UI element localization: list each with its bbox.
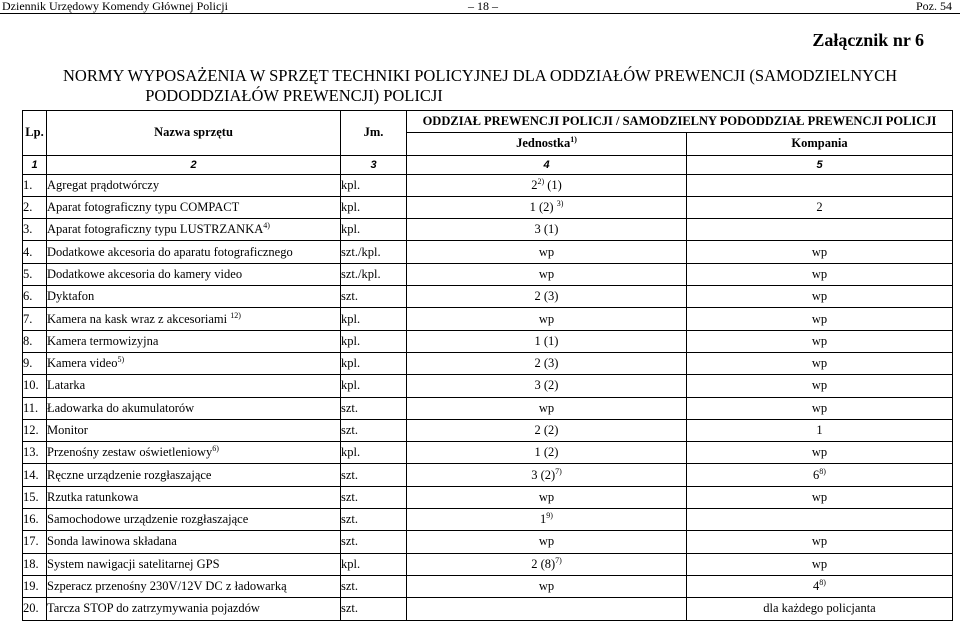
unit-of-measure: kpl. [341, 308, 407, 330]
jednostka-value: 1 (2) [407, 442, 687, 464]
kompania-value [687, 174, 953, 196]
unit-of-measure: kpl. [341, 375, 407, 397]
table-row [23, 352, 953, 374]
table-row [23, 553, 953, 575]
equipment-name: Ładowarka do akumulatorów [47, 397, 341, 419]
kompania-value: wp [687, 352, 953, 374]
row-number: 14. [23, 464, 47, 486]
table-row [23, 263, 953, 285]
row-number: 10. [23, 375, 47, 397]
equipment-name: Szperacz przenośny 230V/12V DC z ładowarką [47, 575, 341, 597]
jednostka-value: wp [407, 486, 687, 508]
table-row [23, 241, 953, 263]
equipment-name: Dodatkowe akcesoria do aparatu fotograficznego [47, 241, 341, 263]
equipment-name: Przenośny zestaw oświetleniowy$^{6)}$ [47, 442, 341, 464]
table-row [23, 196, 953, 218]
jednostka-value: 2 (3) [407, 352, 687, 374]
table-row [23, 509, 953, 531]
kompania-value: dla każdego policjanta [687, 598, 953, 620]
table-row [23, 308, 953, 330]
kompania-value: 2 [687, 196, 953, 218]
row-number: 4. [23, 241, 47, 263]
equipment-name: Tarcza STOP do zatrzymywania pojazdów [47, 598, 341, 620]
column-number: 2 [47, 155, 341, 174]
jednostka-value: 3 $(2)^{7)}$ [407, 464, 687, 486]
unit-of-measure: kpl. [341, 219, 407, 241]
equipment-name: Latarka [47, 375, 341, 397]
equipment-name: Monitor [47, 419, 341, 441]
kompania-value: 1 [687, 419, 953, 441]
column-number-row [23, 155, 953, 174]
column-header-unit: Jm. [341, 111, 407, 156]
kompania-value: wp [687, 531, 953, 553]
equipment-norms-table [22, 110, 953, 621]
unit-of-measure: kpl. [341, 442, 407, 464]
kompania-value: wp [687, 286, 953, 308]
row-number: 6. [23, 286, 47, 308]
jednostka-value: 2 $(8)^{7)}$ [407, 553, 687, 575]
document-title-line-1: NORMY WYPOSAŻENIA W SPRZĘT TECHNIKI POLICYJNEJ DLA ODDZIAŁÓW PREWENCJI (SAMODZIELNYCH [62, 66, 897, 85]
table-row [23, 330, 953, 352]
kompania-value: wp [687, 241, 953, 263]
jednostka-value: 2 (3) [407, 286, 687, 308]
kompania-value: 6$^{8)}$ [687, 464, 953, 486]
jednostka-value: 1 (1) [407, 330, 687, 352]
row-number: 5. [23, 263, 47, 285]
table-row [23, 419, 953, 441]
row-number: 2. [23, 196, 47, 218]
table-row [23, 598, 953, 620]
equipment-name: Rzutka ratunkowa [47, 486, 341, 508]
equipment-name: Aparat fotograficzny typu LUSTRZANKA$^{4)}$ [47, 219, 341, 241]
table-row [23, 397, 953, 419]
jednostka-value: wp [407, 241, 687, 263]
unit-of-measure: szt. [341, 598, 407, 620]
equipment-name: Kamera termowizyjna [47, 330, 341, 352]
unit-of-measure: szt. [341, 419, 407, 441]
jednostka-value: wp [407, 308, 687, 330]
row-number: 13. [23, 442, 47, 464]
unit-of-measure: kpl. [341, 553, 407, 575]
kompania-value [687, 509, 953, 531]
row-number: 18. [23, 553, 47, 575]
page-number: – 18 – [468, 0, 498, 13]
table-row [23, 375, 953, 397]
row-number: 17. [23, 531, 47, 553]
table-row [23, 442, 953, 464]
column-number: 4 [407, 155, 687, 174]
kompania-value: wp [687, 486, 953, 508]
column-header-name: Nazwa sprzętu [47, 111, 341, 156]
row-number: 3. [23, 219, 47, 241]
jednostka-value [407, 598, 687, 620]
kompania-value: 4$^{8)}$ [687, 575, 953, 597]
table-row [23, 464, 953, 486]
table-row [23, 286, 953, 308]
jednostka-value: 3 (2) [407, 375, 687, 397]
unit-of-measure: szt./kpl. [341, 241, 407, 263]
unit-of-measure: szt. [341, 531, 407, 553]
unit-of-measure: kpl. [341, 174, 407, 196]
journal-name: Dziennik Urzędowy Komendy Głównej Policji [2, 0, 228, 13]
unit-of-measure: szt. [341, 286, 407, 308]
jednostka-value: 1 (2) $^{3)}$ [407, 196, 687, 218]
kompania-value: wp [687, 263, 953, 285]
row-number: 20. [23, 598, 47, 620]
column-number: 5 [687, 155, 953, 174]
kompania-value: wp [687, 442, 953, 464]
jednostka-value: wp [407, 575, 687, 597]
table-row [23, 531, 953, 553]
unit-of-measure: szt. [341, 486, 407, 508]
jednostka-value: 1$^{9)}$ [407, 509, 687, 531]
position-number: Poz. 54 [916, 0, 952, 13]
equipment-name: Samochodowe urządzenie rozgłaszające [47, 509, 341, 531]
unit-of-measure: szt. [341, 397, 407, 419]
column-header-lp: Lp. [23, 111, 47, 156]
unit-of-measure: kpl. [341, 196, 407, 218]
kompania-value: wp [687, 553, 953, 575]
row-number: 8. [23, 330, 47, 352]
kompania-value: wp [687, 308, 953, 330]
equipment-name: Kamera na kask wraz z akcesoriami $^{12)}$ [47, 308, 341, 330]
column-number: 3 [341, 155, 407, 174]
unit-of-measure: kpl. [341, 352, 407, 374]
row-number: 12. [23, 419, 47, 441]
unit-of-measure: szt. [341, 575, 407, 597]
page-header [0, 0, 960, 14]
jednostka-value: 2 (2) [407, 419, 687, 441]
annex-label: Załącznik nr 6 [812, 30, 924, 50]
equipment-name: Kamera video$^{5)}$ [47, 352, 341, 374]
document-title-line-2: PODODDZIAŁÓW PREWENCJI) POLICJI [145, 86, 443, 105]
table-row [23, 575, 953, 597]
row-number: 9. [23, 352, 47, 374]
equipment-name: Sonda lawinowa składana [47, 531, 341, 553]
kompania-value [687, 219, 953, 241]
row-number: 7. [23, 308, 47, 330]
column-header-kompania: Kompania [687, 133, 953, 155]
kompania-value: wp [687, 397, 953, 419]
jednostka-value: 2$^{2)}$ (1) [407, 174, 687, 196]
equipment-name: Agregat prądotwórczy [47, 174, 341, 196]
jednostka-value: wp [407, 397, 687, 419]
unit-of-measure: szt./kpl. [341, 263, 407, 285]
row-number: 19. [23, 575, 47, 597]
jednostka-value: wp [407, 263, 687, 285]
unit-of-measure: szt. [341, 509, 407, 531]
kompania-value: wp [687, 375, 953, 397]
column-number: 1 [23, 155, 47, 174]
row-number: 11. [23, 397, 47, 419]
row-number: 15. [23, 486, 47, 508]
row-number: 1. [23, 174, 47, 196]
kompania-value: wp [687, 330, 953, 352]
unit-of-measure: szt. [341, 464, 407, 486]
equipment-name: System nawigacji satelitarnej GPS [47, 553, 341, 575]
column-header-group: ODDZIAŁ PREWENCJI POLICJI / SAMODZIELNY PODODDZIAŁ PREWENCJI POLICJI [407, 111, 953, 133]
table-row [23, 174, 953, 196]
equipment-name: Ręczne urządzenie rozgłaszające [47, 464, 341, 486]
jednostka-value: 3 (1) [407, 219, 687, 241]
row-number: 16. [23, 509, 47, 531]
equipment-name: Aparat fotograficzny typu COMPACT [47, 196, 341, 218]
equipment-name: Dodatkowe akcesoria do kamery video [47, 263, 341, 285]
equipment-name: Dyktafon [47, 286, 341, 308]
table-row [23, 219, 953, 241]
unit-of-measure: kpl. [341, 330, 407, 352]
table-body [23, 174, 953, 620]
column-header-jednostka: Jednostka$^{1)}$ [407, 133, 687, 155]
table-row [23, 486, 953, 508]
jednostka-value: wp [407, 531, 687, 553]
